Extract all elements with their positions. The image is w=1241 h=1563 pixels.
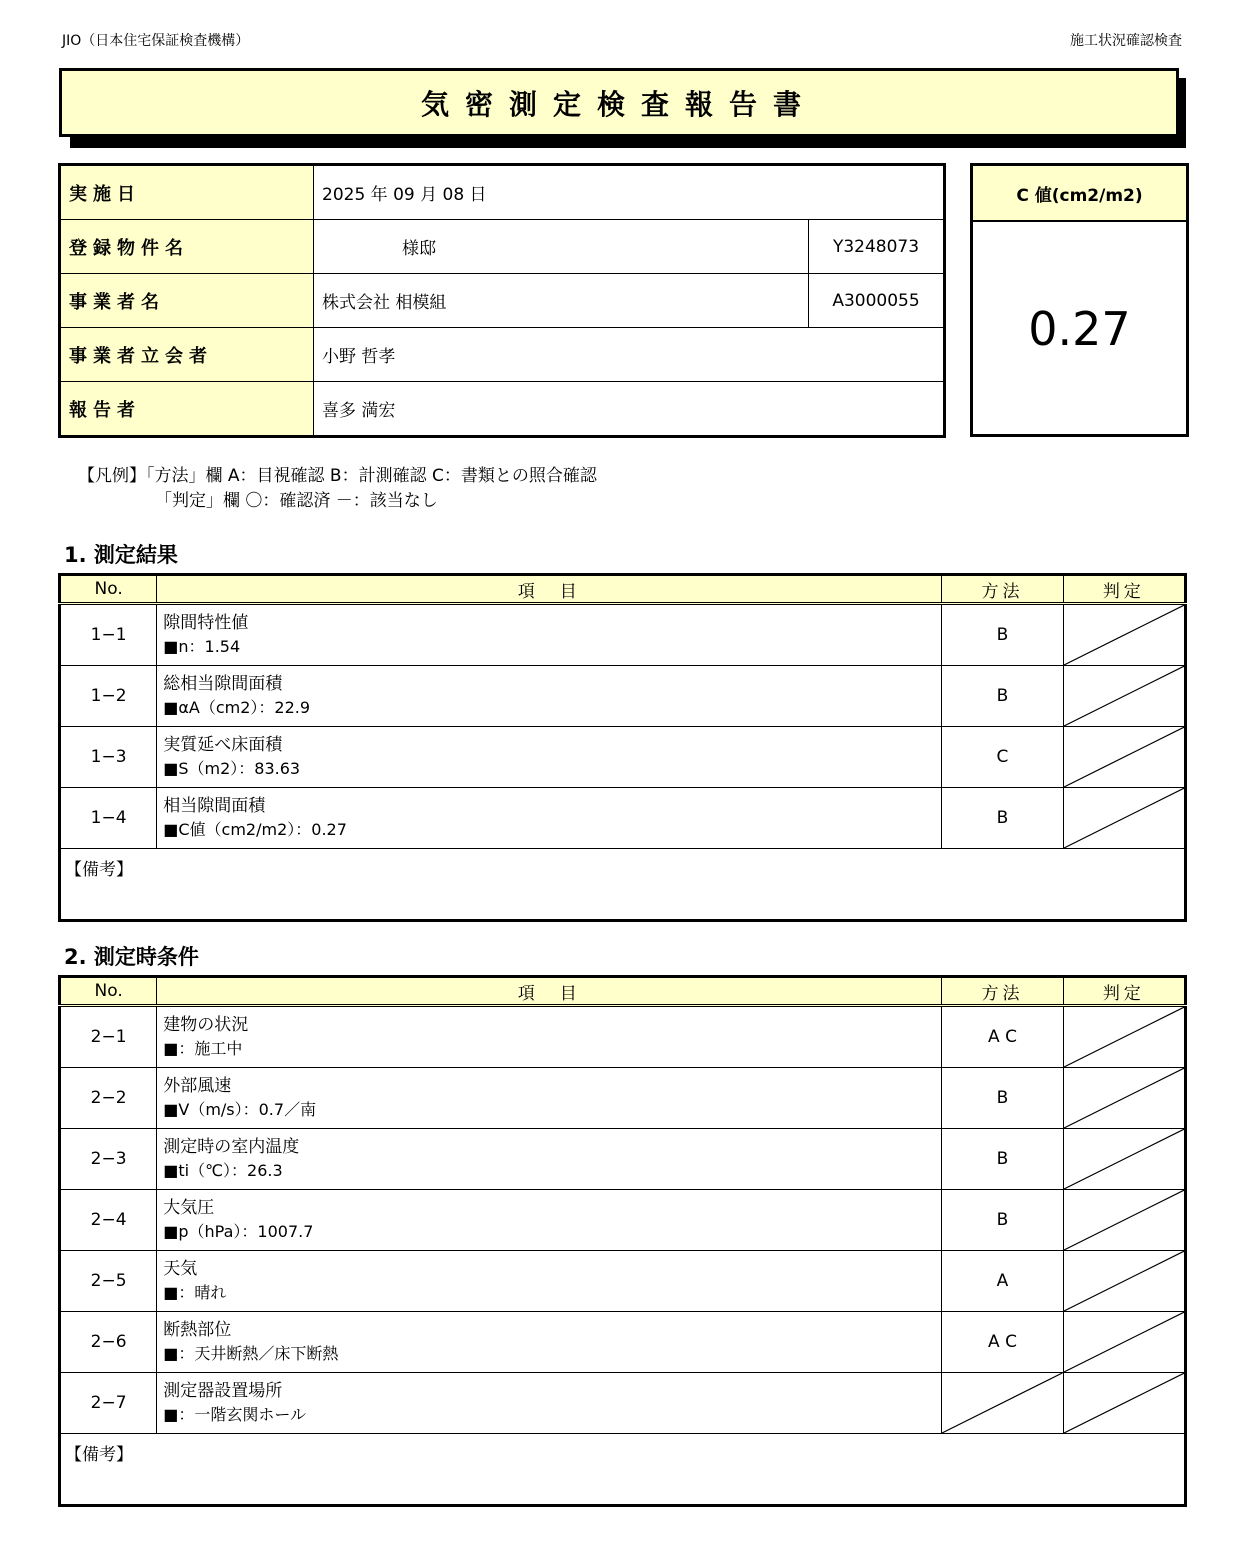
row-no: 2−1: [60, 1006, 157, 1068]
row-method: B: [942, 1190, 1063, 1251]
legend-line-2: 「判定」欄 〇：確認済 －：該当なし: [155, 491, 438, 511]
row-item: [157, 1129, 942, 1190]
table-row: [60, 1068, 1186, 1129]
row-judge-slash: [1063, 1129, 1185, 1190]
row-no: 2−4: [60, 1190, 157, 1251]
row-item-value: ■：天井断熱／床下断熱: [163, 1344, 339, 1363]
report-title: 気密測定検査報告書: [59, 68, 1179, 137]
row-item: [157, 788, 942, 849]
table-row: [60, 727, 1186, 788]
row-item: [157, 1190, 942, 1251]
row-item: [157, 1006, 942, 1068]
row-item: [157, 604, 942, 666]
table-row: [60, 666, 1186, 727]
row-method: C: [942, 727, 1063, 788]
row-method: A C: [942, 1312, 1063, 1373]
table-row: [60, 1190, 1186, 1251]
row-method: B: [942, 788, 1063, 849]
row-item-name: 総相当隙間面積: [163, 674, 283, 694]
inspection-type: 施工状況確認検査: [1070, 33, 1182, 49]
row-judge-slash: [1063, 1006, 1185, 1068]
witness-label: 事業者立会者: [60, 328, 314, 382]
section-2-title: 2. 測定時条件: [64, 945, 199, 969]
row-item-value: ■p（hPa）：1007.7: [163, 1222, 314, 1241]
row-item-name: 相当隙間面積: [163, 796, 266, 816]
company-code: A3000055: [809, 274, 945, 328]
row-item-name: 実質延べ床面積: [163, 735, 283, 755]
row-judge-slash: [1063, 604, 1185, 666]
table-row: [60, 788, 1186, 849]
property-label: 登録物件名: [60, 220, 314, 274]
info-table: [58, 163, 946, 438]
col-method: 方法: [942, 575, 1063, 604]
row-item-name: 建物の状況: [163, 1015, 249, 1035]
row-item-value: ■S（m2）：83.63: [163, 759, 301, 778]
date-value: 2025 年 09 月 08 日: [314, 165, 945, 220]
section-1-table: [58, 573, 1187, 922]
row-no: 2−3: [60, 1129, 157, 1190]
witness-value: 小野 哲孝: [314, 328, 945, 382]
table-row: [60, 1312, 1186, 1373]
row-item: [157, 1068, 942, 1129]
row-method: A: [942, 1251, 1063, 1312]
table-row: [60, 1373, 1186, 1434]
col-no: No.: [60, 977, 157, 1006]
table-row: [60, 1006, 1186, 1068]
row-item: [157, 1373, 942, 1434]
row-method: B: [942, 604, 1063, 666]
row-judge-slash: [1063, 666, 1185, 727]
row-judge-slash: [1063, 1190, 1185, 1251]
section-1-title: 1. 測定結果: [64, 543, 178, 567]
org-name: JIO（日本住宅保証検査機構）: [62, 33, 250, 49]
col-judge: 判定: [1063, 977, 1185, 1006]
row-item: [157, 1312, 942, 1373]
row-judge-slash: [1063, 1068, 1185, 1129]
row-method: A C: [942, 1006, 1063, 1068]
row-judge-slash: [1063, 1251, 1185, 1312]
row-method-slash: [942, 1373, 1063, 1434]
table-row: [60, 604, 1186, 666]
c-value: 0.27: [1028, 302, 1131, 356]
property-code: Y3248073: [809, 220, 945, 274]
table-row: [60, 1251, 1186, 1312]
table-row: [60, 1129, 1186, 1190]
row-item-name: 大気圧: [163, 1198, 215, 1218]
col-judge: 判定: [1063, 575, 1185, 604]
row-no: 2−2: [60, 1068, 157, 1129]
col-no: No.: [60, 575, 157, 604]
remark-row: [60, 1434, 1186, 1506]
row-no: 1−4: [60, 788, 157, 849]
row-item-name: 隙間特性値: [163, 613, 249, 633]
row-item-value: ■αA（cm2）：22.9: [163, 698, 311, 717]
company-label: 事業者名: [60, 274, 314, 328]
row-judge-slash: [1063, 727, 1185, 788]
row-item-name: 断熱部位: [163, 1320, 232, 1340]
legend-line-1: 【凡例】「方法」欄 A：目視確認 B：計測確認 C：書類との照合確認: [78, 466, 597, 486]
c-value-label: C 値(cm2/m2): [973, 166, 1186, 222]
row-no: 1−3: [60, 727, 157, 788]
remark-row: [60, 849, 1186, 921]
row-item-name: 測定器設置場所: [163, 1381, 283, 1401]
row-no: 1−2: [60, 666, 157, 727]
row-item-name: 測定時の室内温度: [163, 1137, 300, 1157]
row-item-value: ■：一階玄関ホール: [163, 1405, 307, 1424]
row-no: 1−1: [60, 604, 157, 666]
row-item-value: ■：晴れ: [163, 1283, 227, 1302]
row-item-value: ■n：1.54: [163, 637, 241, 656]
row-judge-slash: [1063, 1312, 1185, 1373]
remark-label: 【備考】: [60, 1434, 1186, 1506]
row-judge-slash: [1063, 1373, 1185, 1434]
row-item-value: ■：施工中: [163, 1039, 243, 1058]
row-no: 2−5: [60, 1251, 157, 1312]
date-label: 実施日: [60, 165, 314, 220]
row-item-value: ■C値（cm2/m2）：0.27: [163, 820, 347, 839]
c-value-box: [970, 163, 1189, 437]
row-method: B: [942, 1129, 1063, 1190]
reporter-label: 報告者: [60, 382, 314, 437]
col-method: 方法: [942, 977, 1063, 1006]
row-item: [157, 1251, 942, 1312]
row-item: [157, 727, 942, 788]
row-item-value: ■ti（℃）：26.3: [163, 1161, 283, 1180]
row-no: 2−6: [60, 1312, 157, 1373]
row-item-value: ■V（m/s）：0.7／南: [163, 1100, 317, 1119]
row-method: B: [942, 1068, 1063, 1129]
property-value: 様邸: [314, 220, 809, 274]
row-no: 2−7: [60, 1373, 157, 1434]
section-2-table: [58, 975, 1187, 1507]
reporter-value: 喜多 満宏: [314, 382, 945, 437]
col-item: 項 目: [157, 575, 942, 604]
row-judge-slash: [1063, 788, 1185, 849]
row-item-name: 外部風速: [163, 1076, 232, 1096]
legend: [78, 464, 597, 514]
row-item-name: 天気: [163, 1259, 198, 1279]
row-method: B: [942, 666, 1063, 727]
row-item: [157, 666, 942, 727]
col-item: 項 目: [157, 977, 942, 1006]
company-value: 株式会社 相模組: [314, 274, 809, 328]
remark-label: 【備考】: [60, 849, 1186, 921]
